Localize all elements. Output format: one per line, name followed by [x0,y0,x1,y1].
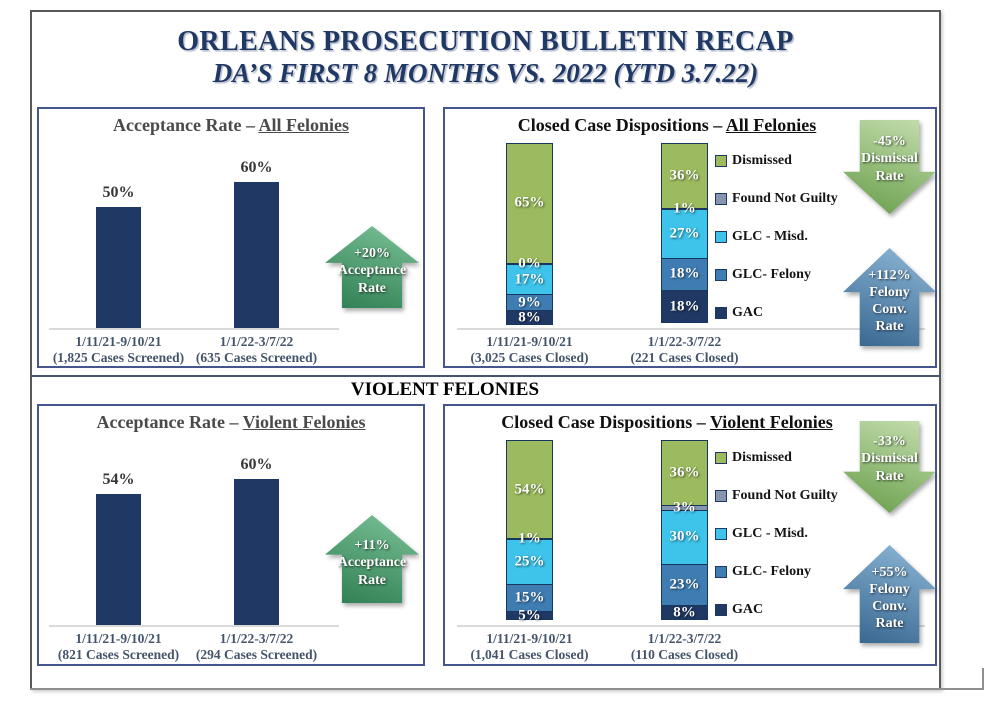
legend-swatch-icon [715,307,727,319]
legend-swatch-icon [715,452,727,464]
category-line2: (635 Cases Screened) [195,350,318,365]
badge-text [843,248,936,346]
segment-dismissed [661,143,708,209]
badge-text [325,515,419,603]
segment-percent-label: 18% [669,265,700,282]
category-label [172,631,342,663]
badge-text-line: Conv. [872,302,907,317]
badge-text-line: Dismissal [861,151,918,167]
badge-text [843,120,936,214]
category-line1: 1/11/21-9/10/21 [75,334,162,349]
bar-value-label: 60% [240,456,273,473]
legend-label: GLC- Felony [732,564,811,579]
badge-text-line: Dismissal [861,451,918,467]
category-label [172,334,342,366]
chart-title-prefix: Acceptance Rate – [113,115,259,135]
badge-text-line: Rate [358,572,386,588]
segment-percent-label: 9% [518,294,541,311]
bar-value-label: 50% [102,184,135,201]
badge-felony-conviction-rate-up-arrow [843,248,936,346]
legend-label: GAC [732,305,764,320]
legend-label: GLC- Felony [732,267,811,282]
badge-text-line: +55% [871,564,908,580]
segment-found-not-guilty [506,255,553,272]
legend-swatch-icon [715,155,727,167]
segment-percent-label: 8% [673,604,696,621]
legend-swatch-icon [715,269,727,281]
segment-percent-label: 17% [514,271,545,288]
bar [96,494,141,625]
category-line1: 1/11/21-9/10/21 [75,631,162,646]
segment-percent-label: 3% [673,499,696,516]
badge-dismissal-rate-down-arrow [843,120,936,214]
legend-item-dismissed [715,153,792,169]
badge-text [843,545,936,643]
bar [96,207,141,328]
segment-percent-label: 0% [518,255,541,272]
legend-label: Dismissed [732,153,792,168]
category-line1: 1/1/22-3/7/22 [647,631,722,646]
segment-percent-label: 23% [669,576,700,593]
category-line2: (1,041 Cases Closed) [470,647,589,662]
page-title [30,26,941,89]
segment-percent-label: 15% [514,589,545,606]
legend-swatch-icon [715,566,727,578]
bottom-right-rule [982,668,984,690]
badge-text-line: Rate [875,616,904,632]
category-line2: (110 Cases Closed) [630,647,739,662]
segment-dismissed [506,143,553,264]
segment-glc-misd- [661,510,708,565]
badge-text-line: -33% [873,434,906,450]
chart-title-prefix: Closed Case Dispositions – [517,115,726,135]
legend-item-glc-misd- [715,526,808,542]
chart-title-suffix: All Felonies [725,115,817,135]
chart-title-suffix: Violent Felonies [709,412,833,432]
stacked-bar [506,441,553,624]
page-title-line1: ORLEANS PROSECUTION BULLETIN RECAP [177,26,794,57]
page-title-line2: DA’S FIRST 8 MONTHS VS. 2022 (YTD 3.7.22) [212,58,759,88]
legend-label: Found Not Guilty [732,191,838,206]
badge-text-line: Acceptance [337,555,407,571]
segment-gac [506,310,553,325]
segment-gac [661,290,708,323]
category-line2: (821 Cases Screened) [57,647,180,662]
section-divider-line [30,375,941,377]
legend-item-glc-misd- [715,229,808,245]
legend-item-found-not-guilty [715,191,838,207]
legend-label: Found Not Guilty [732,488,838,503]
chart-title-suffix: Violent Felonies [242,412,366,432]
bar [234,182,279,328]
segment-percent-label: 27% [669,225,700,242]
badge-felony-conviction-rate-up-arrow [843,545,936,643]
badge-text-line: Rate [875,468,904,484]
badge-dismissal-rate-down-arrow [843,421,936,513]
stacked-bar [661,144,708,323]
segment-found-not-guilty [661,200,708,217]
axis-line [49,625,339,627]
legend-label: Dismissed [732,450,792,465]
segment-percent-label: 25% [514,553,545,570]
segment-glc-felony [661,258,708,291]
badge-text-line: Felony [869,284,910,300]
category-line2: (221 Cases Closed) [630,350,739,365]
segment-percent-label: 18% [669,298,700,315]
category-label [593,631,777,663]
segment-dismissed [506,440,553,539]
legend-swatch-icon [715,604,727,616]
badge-text-line: Felony [869,581,910,597]
segment-percent-label: 54% [514,481,545,498]
badge-text-line: Rate [875,319,904,335]
segment-percent-label: 1% [673,200,696,217]
badge-text-line: Rate [875,168,904,184]
segment-gac [506,607,553,624]
bar [234,479,279,625]
category-line2: (3,025 Cases Closed) [470,350,589,365]
badge-text-line: -45% [873,134,906,150]
category-line2: (294 Cases Screened) [195,647,318,662]
badge-text-line: Rate [358,280,386,296]
legend-item-dismissed [715,450,792,466]
category-label [593,334,777,366]
legend-swatch-icon [715,193,727,205]
legend-swatch-icon [715,490,727,502]
category-line1: 1/1/22-3/7/22 [219,631,294,646]
bar-value-label: 54% [102,471,135,488]
legend-label: GLC - Misd. [732,526,808,541]
segment-glc-felony [661,564,708,606]
chart-title-prefix: Acceptance Rate – [96,412,243,432]
segment-found-not-guilty [661,499,708,516]
bottom-rule [30,688,984,690]
stacked-bar [506,144,553,325]
segment-percent-label: 65% [514,194,545,211]
bar-value-label: 60% [240,159,273,176]
segment-percent-label: 8% [518,309,541,326]
segment-percent-label: 30% [669,528,700,545]
legend-label: GAC [732,602,764,617]
category-line1: 1/11/21-9/10/21 [486,631,573,646]
legend-item-glc-felony [715,267,811,283]
badge-text [843,421,936,513]
legend-item-gac [715,305,763,321]
segment-percent-label: 1% [518,530,541,547]
badge-text-line: +112% [868,267,911,283]
chart-title-prefix: Closed Case Dispositions – [501,412,710,432]
legend-swatch-icon [715,231,727,243]
legend-label: GLC - Misd. [732,229,808,244]
category-line1: 1/11/21-9/10/21 [486,334,573,349]
badge-text-line: Conv. [872,599,907,614]
segment-percent-label: 36% [669,464,700,481]
badge-text-line: +20% [354,246,390,262]
chart-title-suffix: All Felonies [258,115,349,135]
legend-swatch-icon [715,528,727,540]
badge-acceptance-rate-up-arrow [325,515,419,603]
segment-gac [661,605,708,620]
category-line1: 1/1/22-3/7/22 [219,334,294,349]
badge-text-line: +11% [354,538,390,554]
section-title: VIOLENT FELONIES [350,379,540,400]
segment-found-not-guilty [506,530,553,547]
axis-line [49,328,339,330]
legend-item-gac [715,602,763,618]
legend-item-found-not-guilty [715,488,838,504]
legend-item-glc-felony [715,564,811,580]
stacked-bar [661,441,708,620]
segment-dismissed [661,440,708,506]
segment-percent-label: 5% [518,607,541,624]
badge-acceptance-rate-up-arrow [325,226,419,308]
segment-percent-label: 36% [669,167,700,184]
category-line2: (1,825 Cases Screened) [52,350,185,365]
badge-text-line: Acceptance [337,263,407,279]
category-line1: 1/1/22-3/7/22 [647,334,722,349]
badge-text [325,226,419,308]
